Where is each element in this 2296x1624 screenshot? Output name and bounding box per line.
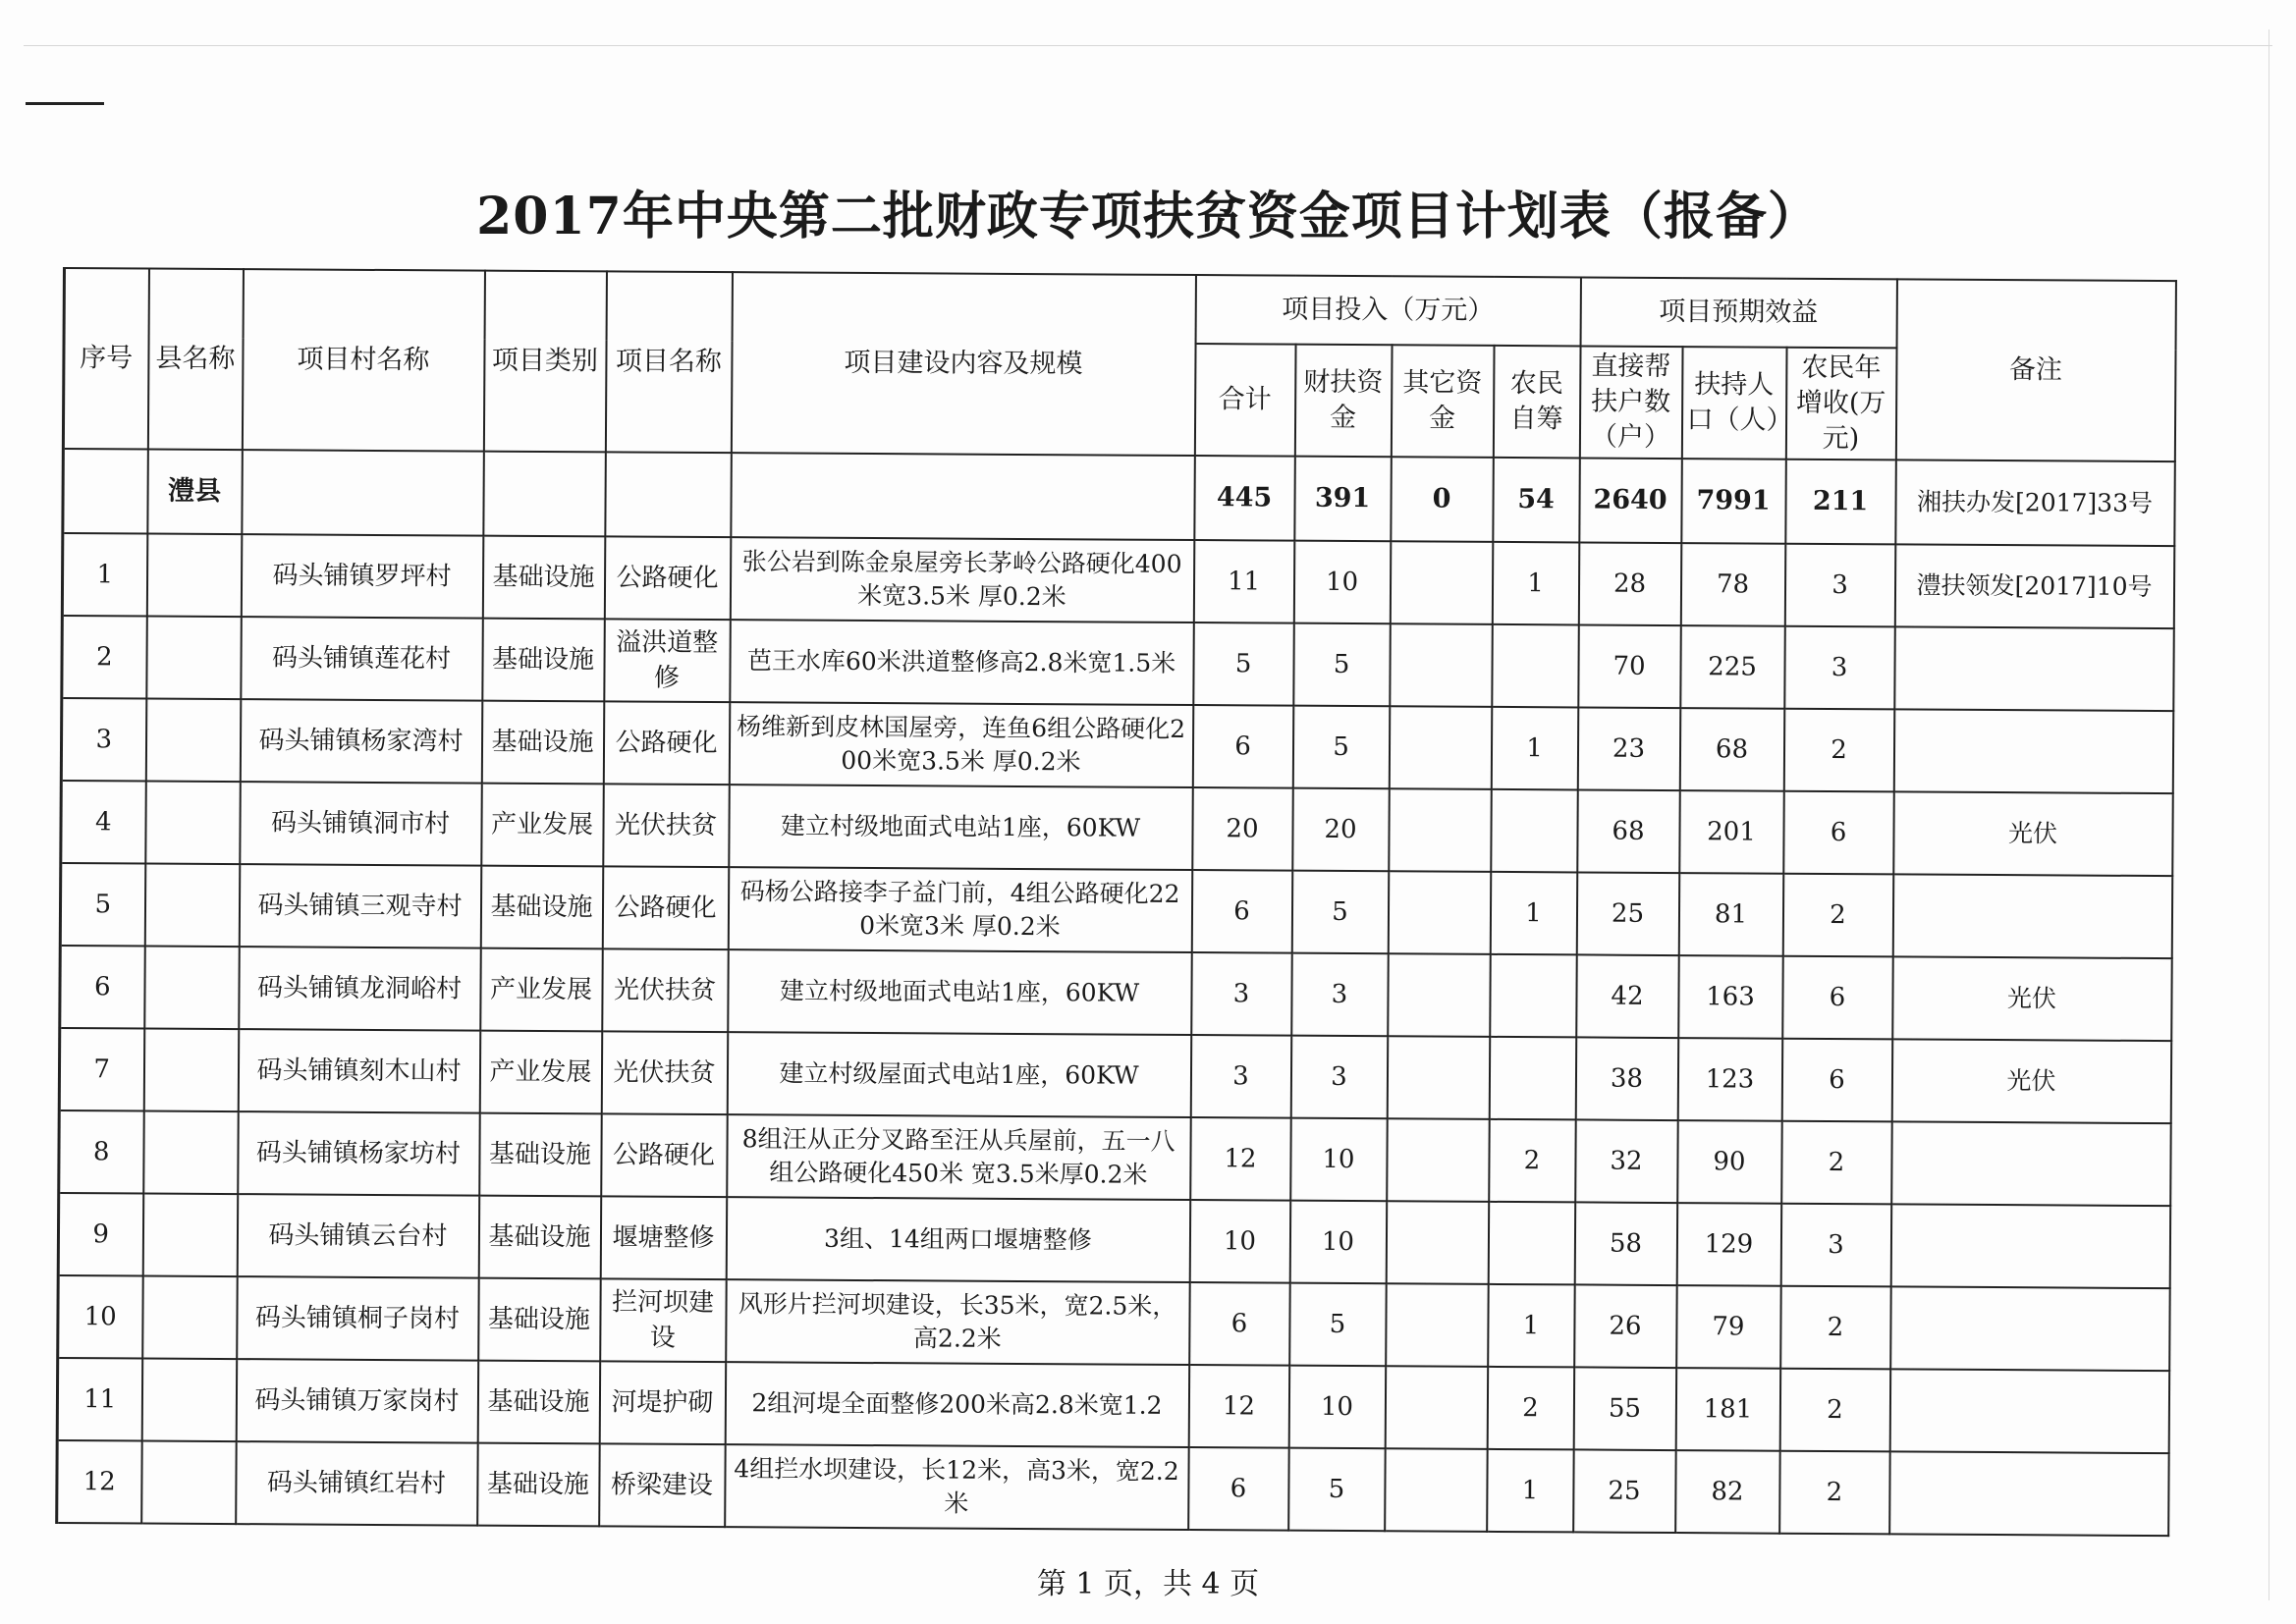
row-total: 3 (1190, 1035, 1291, 1118)
row-village: 码头铺镇罗坪村 (241, 534, 483, 619)
row-total: 12 (1190, 1117, 1291, 1201)
row-category: 基础设施 (477, 1443, 600, 1527)
row-income: 3 (1784, 544, 1895, 627)
row-remarks: 光伏 (1892, 956, 2172, 1041)
header-remarks: 备注 (1895, 279, 2175, 461)
row-project: 堰塘整修 (600, 1196, 727, 1279)
table-row (57, 1358, 2168, 1453)
row-total: 6 (1192, 705, 1293, 788)
header-poverty-fund: 财扶资金 (1294, 345, 1392, 458)
row-category: 基础设施 (479, 1113, 602, 1197)
row-county (146, 534, 242, 618)
row-category: 基础设施 (478, 1196, 601, 1279)
row-project: 公路硬化 (602, 866, 729, 949)
row-income: 6 (1781, 1039, 1892, 1122)
header-benefit-group: 项目预期效益 (1580, 277, 1896, 348)
row-remarks: 光伏 (1891, 1039, 2171, 1123)
row-poverty-fund: 5 (1293, 623, 1391, 707)
row-farmer-self: 1 (1490, 872, 1577, 955)
row-village: 码头铺镇杨家湾村 (240, 699, 482, 784)
row-households: 23 (1577, 707, 1680, 790)
row-project: 公路硬化 (601, 1113, 728, 1197)
row-project: 公路硬化 (604, 536, 731, 620)
row-households: 25 (1573, 1449, 1676, 1533)
row-income: 3 (1784, 626, 1895, 710)
scan-edge-line (24, 45, 2272, 46)
project-plan-table (55, 267, 2176, 1537)
row-total: 11 (1193, 540, 1294, 623)
row-population: 81 (1678, 873, 1783, 956)
row-project: 光伏扶贫 (601, 1031, 728, 1114)
row-population: 82 (1675, 1450, 1780, 1534)
margin-dash-mark (26, 102, 104, 105)
row-seq: 2 (62, 616, 147, 699)
table-row (58, 1275, 2169, 1371)
row-farmer-self: 2 (1487, 1367, 1574, 1450)
table-row (59, 1110, 2170, 1206)
summary-county: 澧县 (147, 450, 243, 535)
row-farmer-self: 1 (1491, 707, 1578, 790)
row-households: 58 (1574, 1202, 1677, 1285)
row-seq: 4 (61, 781, 146, 864)
row-category: 基础设施 (477, 1361, 600, 1444)
row-county (145, 782, 241, 865)
row-village: 码头铺镇三观寺村 (239, 864, 481, 948)
row-category: 基础设施 (481, 701, 604, 785)
row-other-fund (1390, 541, 1493, 624)
row-farmer-self (1488, 1202, 1575, 1285)
row-remarks (1889, 1369, 2169, 1453)
row-population: 163 (1678, 955, 1783, 1039)
row-households: 38 (1575, 1037, 1678, 1120)
summary-category (483, 452, 606, 537)
row-project: 拦河坝建设 (600, 1278, 727, 1362)
row-village: 码头铺镇刻木山村 (238, 1029, 480, 1113)
row-population: 123 (1677, 1038, 1782, 1121)
header-row-group (64, 268, 2175, 350)
row-population: 90 (1677, 1120, 1782, 1204)
table-row (61, 698, 2172, 793)
row-category: 基础设施 (482, 536, 605, 620)
row-content: 4组拦水坝建设，长12米，高3米，宽2.2米 (725, 1444, 1189, 1530)
table-row (60, 946, 2171, 1041)
row-category: 基础设施 (482, 619, 605, 702)
row-county (144, 864, 240, 947)
row-content: 建立村级屋面式电站1座，60KW (727, 1032, 1191, 1117)
row-other-fund (1390, 623, 1493, 707)
summary-project (605, 452, 732, 537)
row-remarks (1889, 1451, 2169, 1536)
header-county: 县名称 (147, 269, 243, 451)
row-households: 55 (1573, 1367, 1676, 1450)
row-category: 产业发展 (479, 1031, 602, 1114)
row-category: 产业发展 (480, 948, 603, 1032)
row-total: 20 (1192, 787, 1293, 871)
row-households: 70 (1578, 624, 1681, 708)
row-total: 6 (1191, 870, 1292, 953)
row-county (146, 617, 242, 700)
row-income: 2 (1779, 1369, 1890, 1452)
row-seq: 8 (59, 1110, 144, 1194)
table-row (60, 863, 2171, 958)
row-poverty-fund: 5 (1288, 1448, 1386, 1532)
row-households: 68 (1577, 789, 1680, 873)
row-remarks (1890, 1286, 2170, 1371)
row-remarks (1890, 1204, 2170, 1288)
summary-population: 7991 (1681, 459, 1786, 544)
row-county (142, 1194, 238, 1277)
row-content: 码杨公路接李子益门前，4组公路硬化220米宽3米 厚0.2米 (728, 867, 1192, 952)
row-population: 78 (1680, 543, 1785, 626)
row-seq: 6 (60, 946, 145, 1029)
header-farmer-self: 农民自筹 (1493, 346, 1580, 459)
row-other-fund (1387, 1118, 1490, 1202)
row-remarks: 澧扶领发[2017]10号 (1894, 544, 2174, 628)
row-farmer-self: 1 (1488, 1284, 1575, 1368)
row-remarks (1891, 1121, 2171, 1206)
row-other-fund (1387, 1036, 1490, 1119)
summary-other-fund: 0 (1391, 457, 1494, 542)
row-poverty-fund: 3 (1290, 1036, 1388, 1119)
summary-households: 2640 (1579, 458, 1682, 543)
row-farmer-self: 1 (1487, 1449, 1574, 1533)
row-farmer-self (1490, 954, 1577, 1038)
row-content: 建立村级地面式电站1座，60KW (729, 785, 1193, 870)
summary-income: 211 (1785, 460, 1896, 545)
row-poverty-fund: 20 (1292, 788, 1390, 872)
row-poverty-fund: 3 (1291, 953, 1389, 1037)
row-farmer-self (1492, 624, 1579, 708)
row-project: 河堤护砌 (599, 1361, 726, 1444)
row-remarks (1892, 874, 2172, 958)
row-population: 79 (1676, 1285, 1781, 1369)
row-farmer-self (1491, 789, 1578, 873)
row-income: 6 (1783, 791, 1894, 875)
row-total: 10 (1189, 1200, 1290, 1283)
header-project: 项目名称 (605, 271, 732, 453)
header-content: 项目建设内容及规模 (731, 272, 1195, 456)
row-population: 68 (1679, 708, 1784, 791)
row-other-fund (1385, 1448, 1488, 1532)
row-other-fund (1386, 1283, 1489, 1367)
row-county (141, 1359, 237, 1442)
table-row (62, 616, 2173, 711)
row-households: 42 (1576, 954, 1679, 1038)
row-income: 2 (1782, 874, 1893, 957)
row-project: 光伏扶贫 (602, 948, 729, 1032)
row-seq: 5 (60, 863, 145, 947)
row-other-fund (1389, 788, 1492, 872)
row-poverty-fund: 5 (1291, 871, 1389, 954)
row-content: 建立村级地面式电站1座，60KW (728, 949, 1192, 1035)
header-income: 农民年增收(万元) (1785, 348, 1896, 460)
row-seq: 1 (62, 533, 147, 617)
row-village: 码头铺镇龙洞峪村 (239, 947, 481, 1031)
row-other-fund (1386, 1201, 1489, 1284)
row-project: 溢洪道整修 (604, 619, 731, 702)
row-households: 26 (1574, 1284, 1677, 1368)
table-row (59, 1028, 2170, 1123)
row-population: 201 (1679, 790, 1784, 874)
row-other-fund (1388, 871, 1491, 954)
row-content: 风形片拦河坝建设，长35米，宽2.5米，高2.2米 (726, 1279, 1190, 1365)
row-households: 25 (1576, 872, 1679, 955)
header-population: 扶持人口（人） (1681, 347, 1786, 460)
row-remarks: 光伏 (1893, 791, 2173, 876)
row-category: 基础设施 (478, 1278, 601, 1362)
row-county (141, 1441, 237, 1525)
row-total: 12 (1188, 1365, 1289, 1448)
summary-farmer-self: 54 (1493, 458, 1580, 543)
row-content: 3组、14组两口堰塘整修 (726, 1197, 1190, 1282)
header-other-fund: 其它资金 (1391, 345, 1494, 458)
row-county (144, 947, 240, 1030)
page-footer: 第 1 页，共 4 页 (1036, 1567, 1260, 1601)
summary-total: 445 (1194, 456, 1295, 541)
row-income: 3 (1780, 1204, 1891, 1287)
row-village: 码头铺镇杨家坊村 (238, 1111, 480, 1196)
row-poverty-fund: 10 (1290, 1118, 1388, 1202)
row-households: 28 (1578, 542, 1681, 625)
row-income: 2 (1780, 1286, 1891, 1370)
header-households: 直接帮扶户数（户） (1579, 346, 1682, 459)
document-title: 2017年中央第二批财政专项扶贫资金项目计划表（报备） (476, 187, 1820, 246)
row-content: 2组河堤全面整修200米高2.8米宽1.2 (725, 1362, 1189, 1447)
summary-village (242, 450, 484, 536)
row-content: 张公岩到陈金泉屋旁长茅岭公路硬化400米宽3.5米 厚0.2米 (730, 537, 1194, 623)
row-project: 光伏扶贫 (603, 784, 730, 867)
row-village: 码头铺镇红岩村 (236, 1441, 478, 1526)
table-row (62, 533, 2173, 628)
summary-row (63, 449, 2175, 546)
row-total: 6 (1188, 1447, 1289, 1531)
row-total: 3 (1191, 952, 1292, 1036)
summary-remarks: 湘扶办发[2017]33号 (1895, 460, 2175, 546)
row-county (143, 1111, 239, 1195)
row-total: 5 (1193, 623, 1294, 706)
summary-seq (63, 449, 148, 534)
row-population: 129 (1676, 1203, 1781, 1286)
row-village: 码头铺镇洞市村 (240, 782, 482, 866)
row-income: 2 (1779, 1451, 1890, 1535)
row-seq: 9 (58, 1193, 143, 1276)
row-poverty-fund: 10 (1293, 541, 1391, 624)
row-poverty-fund: 5 (1289, 1283, 1387, 1367)
row-project: 桥梁建设 (599, 1443, 726, 1527)
row-seq: 7 (59, 1028, 144, 1111)
row-village: 码头铺镇桐子岗村 (237, 1276, 479, 1361)
row-seq: 11 (57, 1358, 142, 1441)
row-poverty-fund: 10 (1288, 1366, 1386, 1449)
row-farmer-self: 1 (1492, 542, 1579, 625)
row-other-fund (1388, 953, 1491, 1037)
row-poverty-fund: 5 (1292, 706, 1390, 789)
table-row (61, 781, 2172, 876)
row-project: 公路硬化 (603, 701, 730, 785)
project-rows (57, 533, 2174, 1536)
row-remarks (1894, 626, 2174, 711)
row-county (145, 699, 241, 783)
row-farmer-self (1489, 1037, 1576, 1120)
row-income: 2 (1781, 1121, 1892, 1205)
row-population: 225 (1680, 625, 1785, 709)
summary-poverty-fund: 391 (1294, 457, 1392, 542)
row-village: 码头铺镇万家岗村 (236, 1359, 478, 1443)
row-content: 杨维新到皮林国屋旁，连鱼6组公路硬化200米宽3.5米 厚0.2米 (729, 702, 1193, 787)
row-total: 6 (1189, 1282, 1290, 1366)
row-category: 基础设施 (480, 866, 603, 949)
row-village: 码头铺镇莲花村 (241, 617, 483, 701)
header-category: 项目类别 (483, 271, 606, 453)
row-content: 8组汪从正分叉路至汪从兵屋前，五一八组公路硬化450米 宽3.5米厚0.2米 (727, 1114, 1191, 1200)
row-remarks (1893, 709, 2173, 793)
row-population: 181 (1675, 1368, 1780, 1451)
row-farmer-self: 2 (1489, 1119, 1576, 1203)
row-poverty-fund: 10 (1289, 1201, 1387, 1284)
row-village: 码头铺镇云台村 (237, 1194, 479, 1278)
row-seq: 12 (57, 1440, 142, 1524)
header-total: 合计 (1194, 344, 1295, 457)
summary-content (731, 453, 1195, 540)
row-income: 6 (1782, 956, 1893, 1040)
row-county (142, 1276, 238, 1360)
row-households: 32 (1575, 1119, 1678, 1203)
header-village: 项目村名称 (242, 269, 484, 451)
table-row (58, 1193, 2169, 1288)
row-content: 芭王水库60米洪道整修高2.8米宽1.5米 (730, 620, 1194, 705)
header-investment-group: 项目投入（万元） (1195, 275, 1580, 346)
row-seq: 10 (58, 1275, 143, 1359)
row-seq: 3 (61, 698, 146, 782)
row-other-fund (1389, 706, 1492, 789)
row-other-fund (1385, 1366, 1488, 1449)
row-income: 2 (1783, 709, 1894, 792)
row-county (143, 1029, 239, 1112)
header-seq: 序号 (63, 268, 148, 450)
row-category: 产业发展 (481, 784, 604, 867)
table-row (57, 1440, 2168, 1536)
